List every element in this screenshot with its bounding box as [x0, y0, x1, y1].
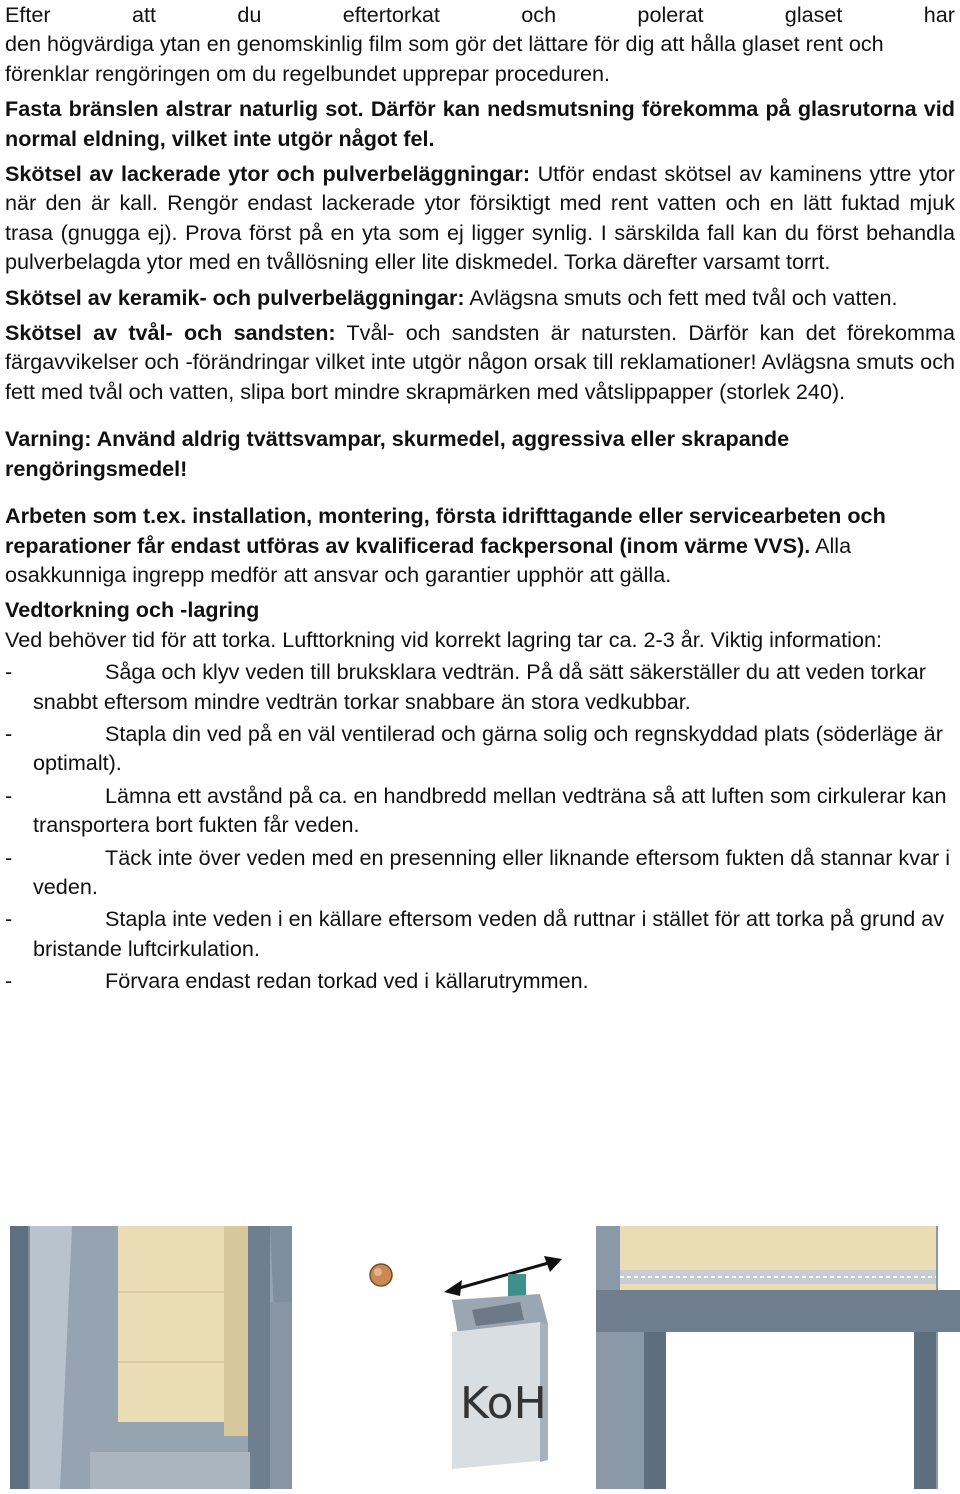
lacquered-text: Utför endast skötsel av kaminens yttre ytor när den är kall. Rengör endast lackerade ytor försiktigt med rent vatten och en lätt fuktad mjuk trasa (gnugga ej). Prova först på en yta som ej ligger synlig. I särskilda fall kan du först behandla pulverbelagda ytor med en tvållösning eller lite diskmedel. Torka därefter varsamt torrt.	[5, 161, 955, 275]
paragraph-glass-line1: Efter att du eftertorkat och polerat glaset har	[5, 2, 955, 27]
installation-bold: Arbeten som t.ex. installation, montering, första idrifttagande eller servicearbeten och reparationer får endast utföras av kvalificerad fackpersonal (inom värme VVS).	[5, 503, 886, 558]
stove-illustrations	[0, 1222, 960, 1489]
list-dash: -	[5, 968, 13, 994]
double-arrow-icon	[444, 1256, 562, 1296]
list-item: - Täck inte över veden med en presenning eller liknande eftersom fukten då stannar kvar i veden.	[5, 844, 951, 899]
paragraph-warning: Varning: Använd aldrig tvättsvampar, skurmedel, aggressiva eller skrapande rengöringsmedel!	[5, 426, 790, 481]
list-dash: -	[5, 720, 13, 746]
list-item: - Stapla din ved på en väl ventilerad och gärna solig och regnskyddad plats (söderläge är optimalt).	[5, 720, 943, 776]
paragraph-soot: Fasta bränslen alstrar naturlig sot. Därför kan nedsmutsning förekomma på glasrutorna vid normal eldning, vilket inte utgör något fel.	[5, 96, 955, 151]
paragraph-ceramic	[5, 283, 955, 312]
damper-label: KoH	[460, 1378, 547, 1429]
lacquered-heading: Skötsel av lackerade ytor och pulverbeläggningar:	[5, 161, 531, 187]
stove-side-illustration	[10, 1226, 292, 1489]
paragraph-soapstone	[5, 318, 955, 406]
list-dash: -	[5, 782, 13, 808]
list-item: - Lämna ett avstånd på ca. en handbredd mellan vedträna så att luften som cirkulerar kan transportera bort fukten får veden.	[5, 782, 947, 838]
list-dash: -	[5, 659, 13, 685]
list-item: - Stapla inte veden i en källare eftersom veden då ruttnar i stället för att torka på grund av bristande luftcirkulation.	[5, 906, 945, 961]
paragraph-lacquered-surfaces	[5, 159, 955, 277]
ceramic-text: Avlägsna smuts och fett med tvål och vatten.	[464, 284, 898, 310]
damper-control-illustration	[370, 1256, 562, 1469]
paragraph-installation	[5, 501, 955, 589]
section-heading-wood: Vedtorkning och -lagring	[5, 597, 260, 623]
paragraph-glass-line2: den högvärdiga ytan en genomskinlig film som gör det lättare för dig att hålla glaset rent och förenklar rengöringen om du regelbundet upprepar proceduren.	[5, 31, 884, 86]
paragraph-wood-intro: Ved behöver tid för att torka. Lufttorkning vid korrekt lagring tar ca. 2-3 år. Viktig information:	[5, 626, 882, 652]
list-dash: -	[5, 906, 13, 932]
stove-front-illustration	[596, 1226, 960, 1489]
soapstone-heading: Skötsel av tvål- och sandsten:	[5, 320, 336, 346]
list-dash: -	[5, 844, 13, 870]
installation-text: Alla osakkunniga ingrepp medför att ansvar och garantier upphör att gälla.	[5, 532, 852, 587]
ceramic-heading: Skötsel av keramik- och pulverbeläggningar:	[5, 284, 465, 310]
list-item: - Förvara endast redan torkad ved i källarutrymmen.	[5, 966, 955, 995]
soapstone-text: Tvål- och sandsten är natursten. Därför kan det förekomma färgavvikelser och -förändringar vilket inte utgör någon orsak till reklamationer! Avlägsna smuts och fett med tvål och vatten, slipa bort mindre skrapmärken med våtslippapper (storlek 240).	[5, 320, 956, 404]
list-item: - Såga och klyv veden till bruksklara vedträn. På då sätt säkerställer du att veden torkar snabbt eftersom mindre vedträn torkar snabbare än stora vedkubbar.	[5, 659, 926, 714]
wood-list	[5, 657, 955, 995]
document-body	[5, 0, 955, 996]
